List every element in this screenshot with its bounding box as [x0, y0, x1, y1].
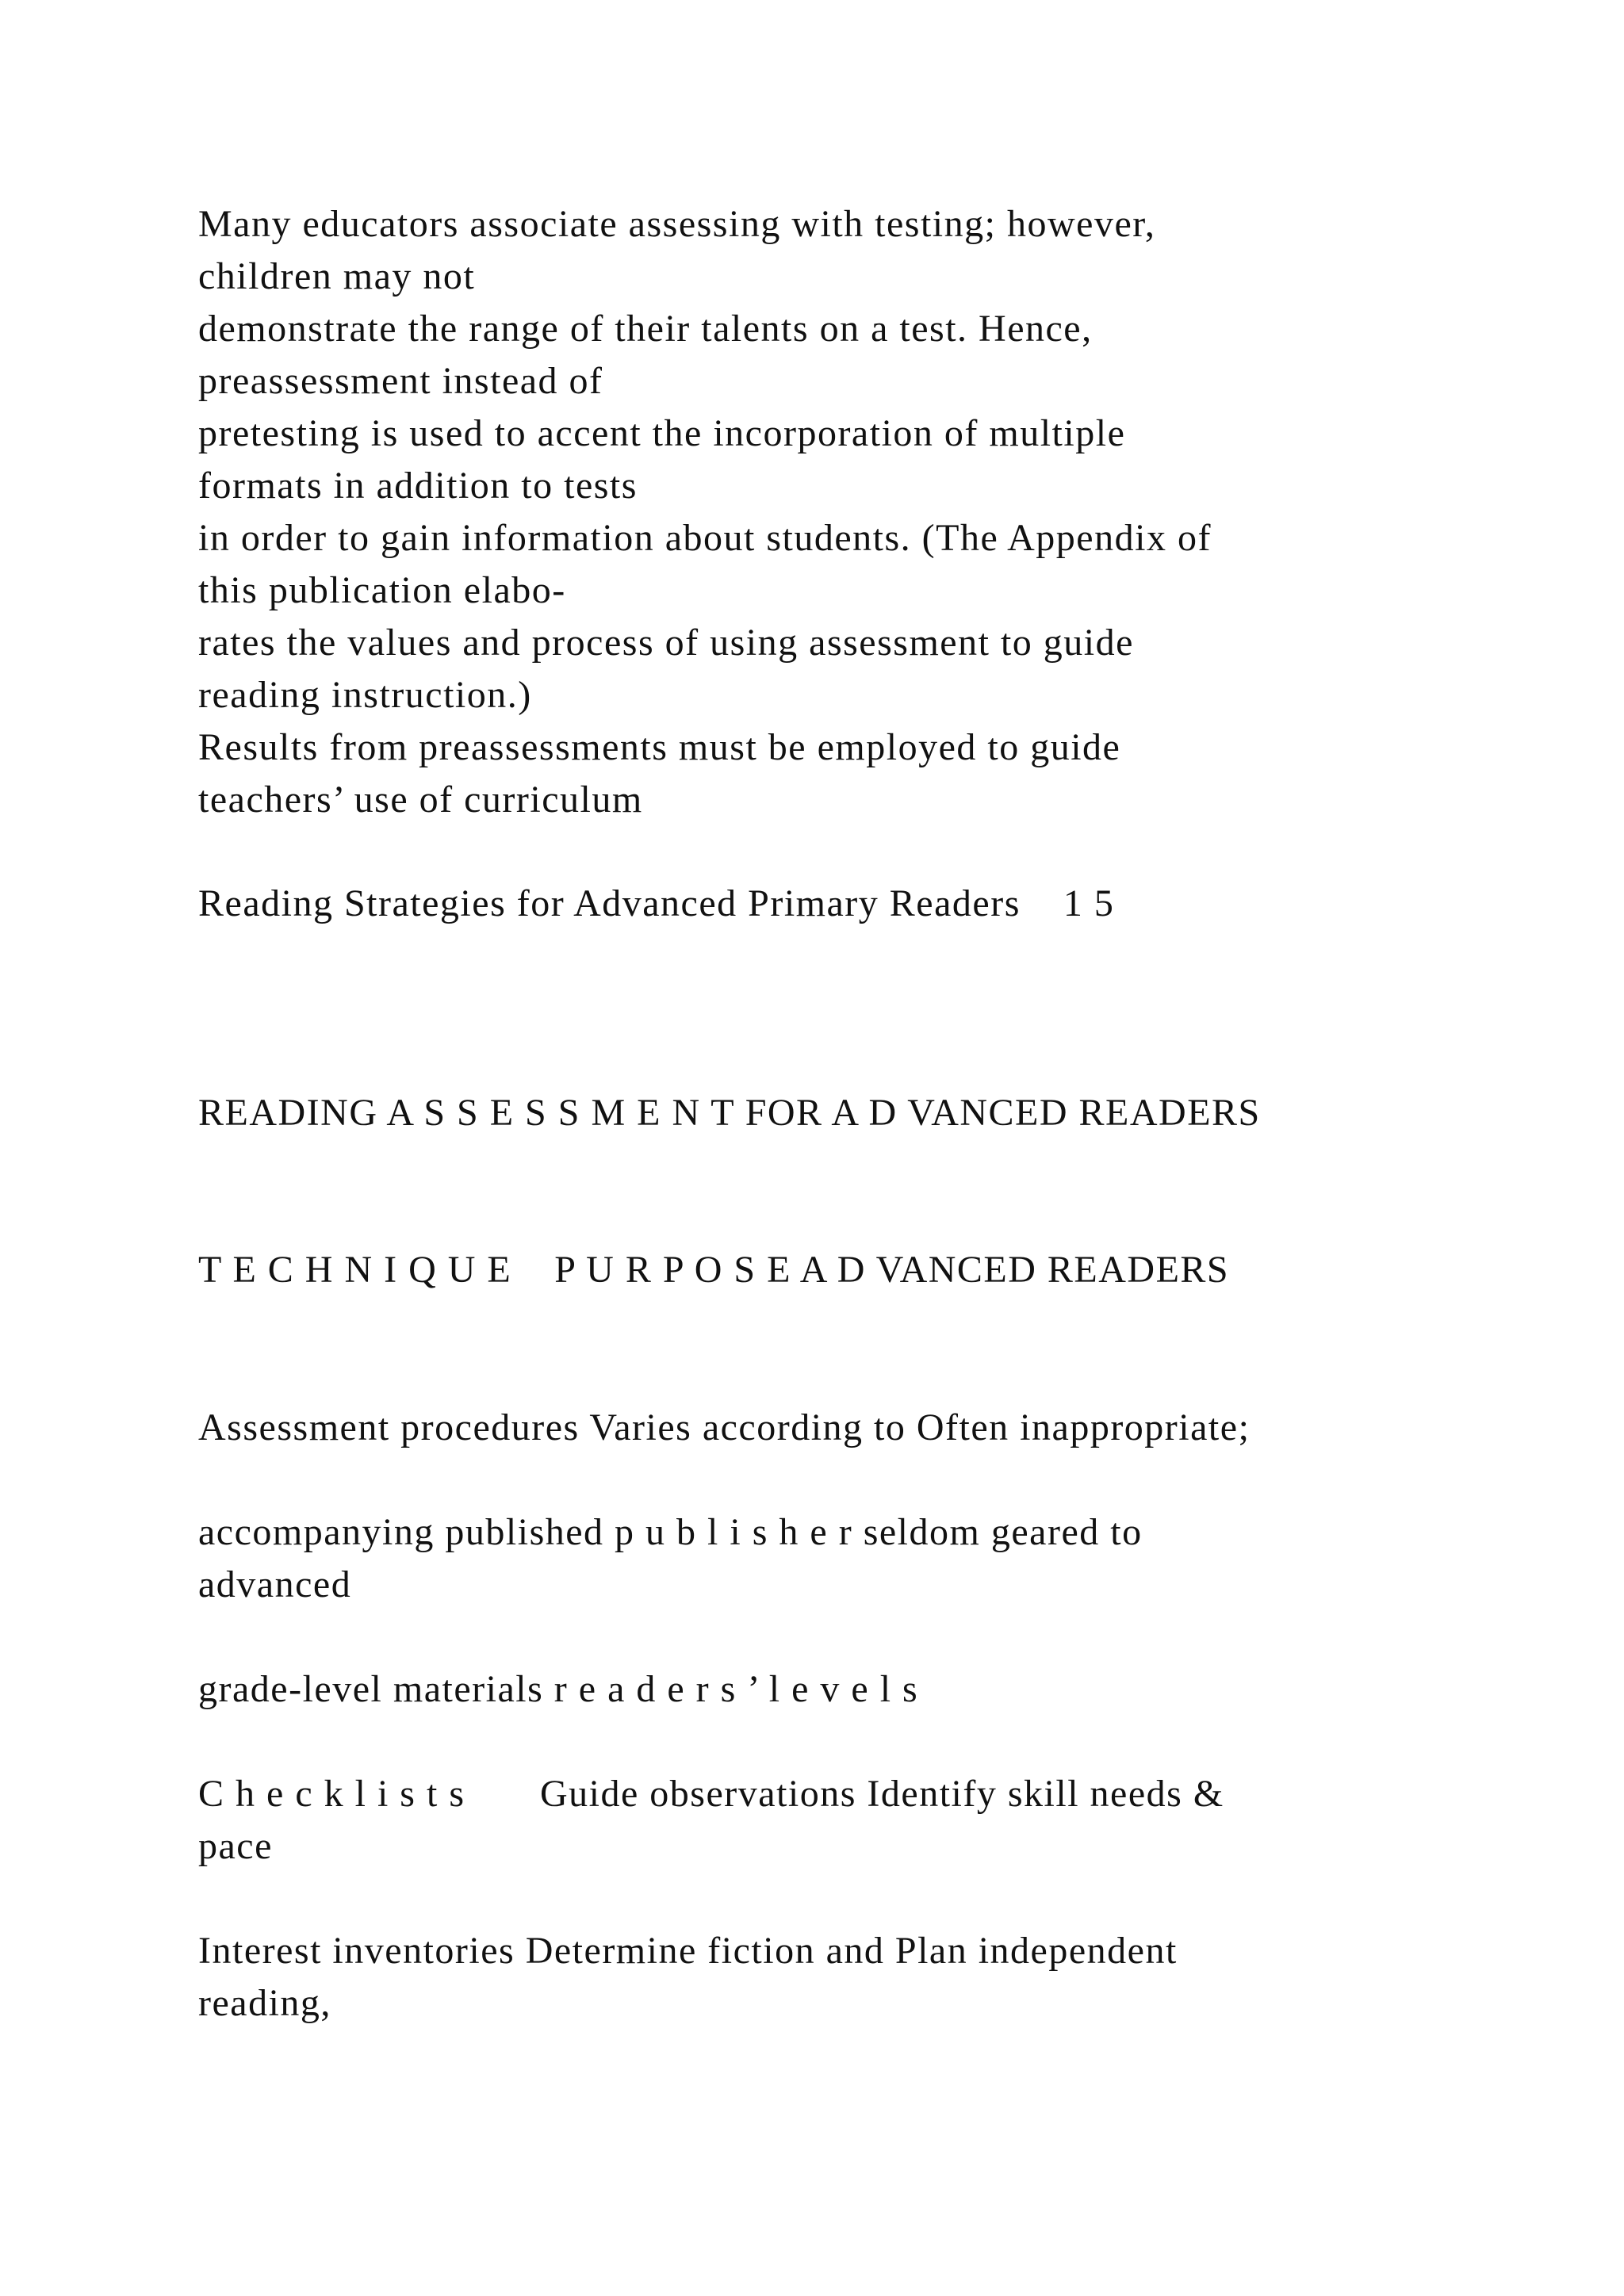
paragraph-line: rates the values and process of using assessment to guide [198, 622, 1134, 664]
table-row-line: Interest inventories Determine fiction and Plan independent [198, 1930, 1178, 1972]
running-footer: Reading Strategies for Advanced Primary Readers 1 5 [198, 882, 1115, 924]
paragraph-line: Many educators associate assessing with testing; however, [198, 203, 1156, 245]
table-row-line: accompanying published p u b l i s h e r seldom geared to [198, 1511, 1143, 1553]
table-row-line: grade-level materials r e a d e r s ’ l e v e l s [198, 1668, 919, 1710]
paragraph-line: demonstrate the range of their talents on a test. Hence, [198, 308, 1093, 350]
table-title: READING A S S E S S M E N T FOR A D VANCED READERS [198, 1092, 1261, 1134]
paragraph-line: formats in addition to tests [198, 465, 638, 507]
paragraph-line: in order to gain information about students. (The Appendix of [198, 517, 1212, 559]
paragraph-line: pretesting is used to accent the incorporation of multiple [198, 412, 1126, 454]
paragraph-line: teachers’ use of curriculum [198, 779, 643, 821]
table-header: T E C H N I Q U E P U R P O S E A D VANCED READERS [198, 1249, 1230, 1291]
paragraph-line: preassessment instead of [198, 360, 603, 402]
table-row-line: C h e c k l i s t s Guide observations Identify skill needs & [198, 1773, 1224, 1815]
paragraph-line: children may not [198, 255, 476, 297]
table-row-line: advanced [198, 1563, 352, 1605]
table-row-line: reading, [198, 1982, 331, 2024]
paragraph-line: Results from preassessments must be employed to guide [198, 726, 1121, 768]
table-row-line: pace [198, 1825, 273, 1867]
paragraph-line: this publication elabo- [198, 569, 566, 611]
paragraph-line: reading instruction.) [198, 674, 532, 716]
table-row-line: Assessment procedures Varies according to Often inappropriate; [198, 1406, 1251, 1448]
